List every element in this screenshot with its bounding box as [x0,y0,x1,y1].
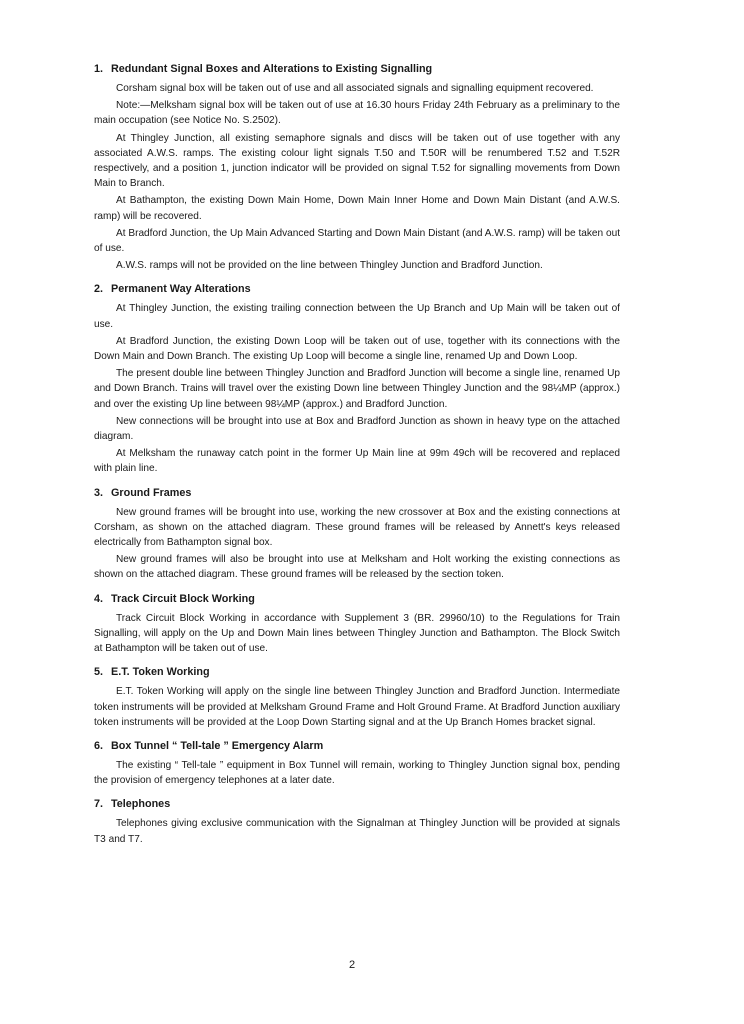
section-number: 1. [94,63,104,75]
section-paragraph: New connections will be brought into use at Box and Bradford Junction as shown in heavy type on the attached diagram. [94,415,620,443]
section-paragraph: New ground frames will also be brought into use at Melksham and Holt working the existing connections as shown on the attached diagram. These ground frames will be released by the section token. [94,554,620,581]
section-heading [94,282,620,297]
section-paragraph: At Thingley Junction, the existing trailing connection between the Up Branch and Up Main will be taken out of use. [94,303,620,330]
section-paragraph: New ground frames will be brought into use, working the new crossover at Box and the existing connections at Corsham, as shown on the attached diagram. These ground frames will be released by Annett's keys released electrically from Bathampton signal box. [94,506,620,549]
page-number: 2 [348,959,356,971]
section-4 [94,592,620,657]
section-number: 3. [94,486,104,499]
section-paragraph: At Bradford Junction, the existing Down Loop will be taken out of use, together with its connections with the Down Main and Down Branch. The existing Up Loop will become a single line, renamed Up and Down Loop. [94,335,620,363]
section-number: 7. [94,798,104,811]
section-paragraph: At Thingley Junction, all existing semaphore signals and discs will be taken out of use together with any associated A.W.S. ramps. The existing colour light signals T.50 and T.50R will be renumbered T.52 and T.52R respectively, and a position 1, junction indicator will be provided on signal T.52 for signalling movements from Down Main to Branch. [94,132,620,190]
section-heading [94,486,620,501]
section-number: 4. [94,592,104,605]
section-number: 6. [94,739,104,752]
section-heading [94,592,620,607]
document-body [94,62,620,856]
section-paragraph: E.T. Token Working will apply on the single line between Thingley Junction and Bradford Junction. Intermediate token instruments will be provided at Melksham Ground Frame and Holt Ground Frame. At Bradford Junction auxiliary token instruments will be provided at the Loop Down Starting signal and at the Up Branch Homes bracket signal. [94,686,620,728]
section-title: E.T. Token Working [111,666,210,679]
section-heading [94,665,620,680]
section-heading [94,739,620,754]
section-title: Redundant Signal Boxes and Alterations to Existing Signalling [111,63,433,75]
section-title: Permanent Way Alterations [111,283,251,296]
section-6 [94,739,620,788]
section-paragraph: Corsham signal box will be taken out of use and all associated signals and signalling equipment recovered. [116,83,594,94]
section-2 [94,282,620,476]
section-paragraph: Telephones giving exclusive communication with the Signalman at Thingley Junction will be provided at signals T3 and T7. [94,818,620,845]
section-1 [94,62,620,273]
section-title: Box Tunnel “ Tell-tale ” Emergency Alarm [111,739,324,752]
section-paragraph: Track Circuit Block Working in accordance with Supplement 3 (BR. 29960/10) to the Regulations for Train Signalling, will apply on the Up and Down Main lines between Thingley Junction and Bathampton. The Block Switch at Bathampton will be taken out of use. [94,612,620,655]
section-paragraph: A.W.S. ramps will not be provided on the line between Thingley Junction and Bradford Junction. [116,260,543,272]
section-number: 2. [94,283,104,296]
section-number: 5. [94,666,104,679]
section-7 [94,797,620,846]
section-paragraph: The present double line between Thingley Junction and Bradford Junction will become a single line, renamed Up and Down Branch. Trains will travel over the existing Down line between Thingley Junction and the 98¼MP (approx.) and over the existing Up line between 98¼MP (approx.) and Bradford Junction. [94,368,620,410]
section-paragraph: At Bathampton, the existing Down Main Home, Down Main Inner Home and Down Main Distant (and A.W.S. ramp) will be recovered. [94,195,620,222]
section-title: Track Circuit Block Working [111,592,255,605]
section-paragraph: Note:—Melksham signal box will be taken out of use at 16.30 hours Friday 24th February as a preliminary to the main occupation (see Notice No. S.2502). [94,100,620,127]
section-paragraph: At Bradford Junction, the Up Main Advanced Starting and Down Main Distant (and A.W.S. ramp) will be taken out of use. [94,227,620,255]
section-paragraph: The existing “ Tell-tale ” equipment in Box Tunnel will remain, working to Thingley Junction signal box, pending the provision of emergency telephones at a later date. [94,759,620,787]
section-heading [94,62,620,77]
section-5 [94,665,620,730]
section-heading [94,797,620,812]
section-title: Telephones [111,798,171,811]
section-3 [94,486,620,583]
section-paragraph: At Melksham the runaway catch point in the former Up Main line at 99m 49ch will be recovered and replaced with plain line. [94,448,620,475]
section-title: Ground Frames [111,486,192,499]
